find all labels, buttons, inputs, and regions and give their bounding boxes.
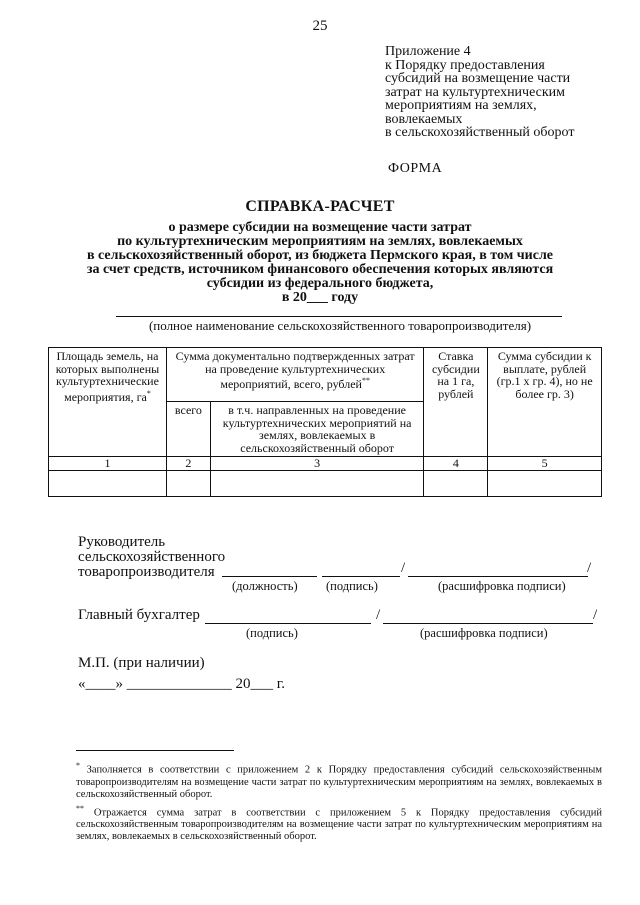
head-label-line: Руководитель <box>78 534 166 550</box>
document-title: СПРАВКА-РАСЧЕТ <box>245 198 395 215</box>
signature-caption: (подпись) <box>326 579 378 593</box>
footnote-text: Заполняется в соответствии с приложением 2 к Порядку предоставления субсидий сельскохозяйственным товаропроизводителям на возмещение части затрат по культуртехническим мероприятиям на землях, вовлекаемых в сельскохозяйственный оборот. <box>76 764 603 800</box>
position-caption: (должность) <box>232 579 298 593</box>
footnote <box>76 760 602 801</box>
appendix-line: к Порядку предоставления <box>385 57 545 73</box>
head-decoding-line[interactable] <box>408 576 588 577</box>
footnote-mark: ** <box>361 376 370 385</box>
column-number: 3 <box>210 457 423 471</box>
table-cell[interactable] <box>49 471 167 497</box>
appendix-line: в сельскохозяйственный оборот <box>385 125 575 140</box>
head-label <box>78 535 225 580</box>
subtitle-line: в 20___ году <box>281 290 359 305</box>
page-number: 25 <box>312 18 328 34</box>
header-subsidy-amount: Сумма субсидии к выплате, рублей (гр.1 х гр. 4), но не более гр. 3) <box>488 348 602 457</box>
table-cell[interactable] <box>488 471 602 497</box>
subtitle-line: за счет средств, источником финансового обеспечения которых являются <box>86 262 554 277</box>
appendix-line: субсидий на возмещение части <box>385 71 571 86</box>
appendix-line: затрат на культуртехническим <box>385 84 566 100</box>
document-subtitle <box>40 221 600 305</box>
table-cell[interactable] <box>210 471 423 497</box>
slash-separator: / <box>401 560 406 576</box>
signature-caption: (подпись) <box>246 626 298 640</box>
head-signature-line[interactable] <box>322 576 400 577</box>
header-text: Сумма документально подтвержденных затрат на проведение культуртехнических мероприятий, всего, рублей <box>175 349 415 391</box>
appendix-line: Приложение 4 <box>385 44 471 59</box>
calculation-table <box>48 347 602 497</box>
header-rate: Ставка субсидии на 1 га, рублей <box>424 348 488 457</box>
table-row <box>49 471 602 497</box>
subtitle-line: о размере субсидии на возмещение части затрат <box>168 220 472 235</box>
appendix-header <box>385 45 625 140</box>
header-text: Площадь земель, на которых выполнены культуртехнические мероприятия, га <box>55 349 160 404</box>
chief-accountant-label: Главный бухгалтер <box>78 607 200 623</box>
footnote-mark: * <box>146 388 151 398</box>
header-including: в т.ч. направленных на проведение культуртехнических мероприятий на землях, вовлекаемых в сельскохозяйственный оборот <box>210 402 423 457</box>
header-total: всего <box>166 402 210 457</box>
appendix-line: вовлекаемых <box>385 111 463 127</box>
header-costs <box>166 348 423 402</box>
appendix-line: мероприятиям на землях, <box>385 98 537 113</box>
date-line[interactable]: «____» ______________ 20___ г. <box>78 676 285 692</box>
stamp-label: М.П. (при наличии) <box>78 655 205 671</box>
column-number: 5 <box>488 457 602 471</box>
footnote-divider <box>76 750 234 751</box>
subtitle-line: по культуртехническим мероприятиям на землях, вовлекаемых <box>117 234 523 249</box>
slash-separator: / <box>587 560 592 576</box>
column-number: 2 <box>166 457 210 471</box>
head-position-line[interactable] <box>222 576 317 577</box>
subtitle-line: в сельскохозяйственный оборот, из бюджета Пермского края, в том числе <box>86 248 554 263</box>
decoding-caption: (расшифровка подписи) <box>420 626 548 640</box>
footnote-mark: * <box>76 761 80 770</box>
form-label: ФОРМА <box>388 161 443 176</box>
subtitle-line: субсидии из федерального бюджета, <box>206 276 434 291</box>
head-label-line: сельскохозяйственного <box>78 549 226 565</box>
head-label-line: товаропроизводителя <box>78 564 215 580</box>
producer-caption: (полное наименование сельскохозяйственного товаропроизводителя) <box>148 318 532 333</box>
column-number: 1 <box>49 457 167 471</box>
accountant-signature-line[interactable] <box>205 623 371 624</box>
column-number: 4 <box>424 457 488 471</box>
footnote-mark: ** <box>76 803 84 813</box>
footnotes <box>76 760 602 845</box>
table-cell[interactable] <box>166 471 210 497</box>
producer-name-line[interactable] <box>116 316 562 317</box>
accountant-decoding-line[interactable] <box>383 623 593 624</box>
slash-separator: / <box>593 607 598 623</box>
footnote <box>76 803 602 844</box>
table-cell[interactable] <box>424 471 488 497</box>
header-land-area <box>49 348 167 457</box>
footnote-text: Отражается сумма затрат в соответствии с приложением 5 к Порядку предоставления субсидий сельскохозяйственным товаропроизводителям на возмещение части затрат по культуртехническим мероприятиям на землях, вовлекаемых в сельскохозяйственный оборот. <box>76 807 602 842</box>
decoding-caption: (расшифровка подписи) <box>438 579 566 593</box>
slash-separator: / <box>376 607 381 623</box>
